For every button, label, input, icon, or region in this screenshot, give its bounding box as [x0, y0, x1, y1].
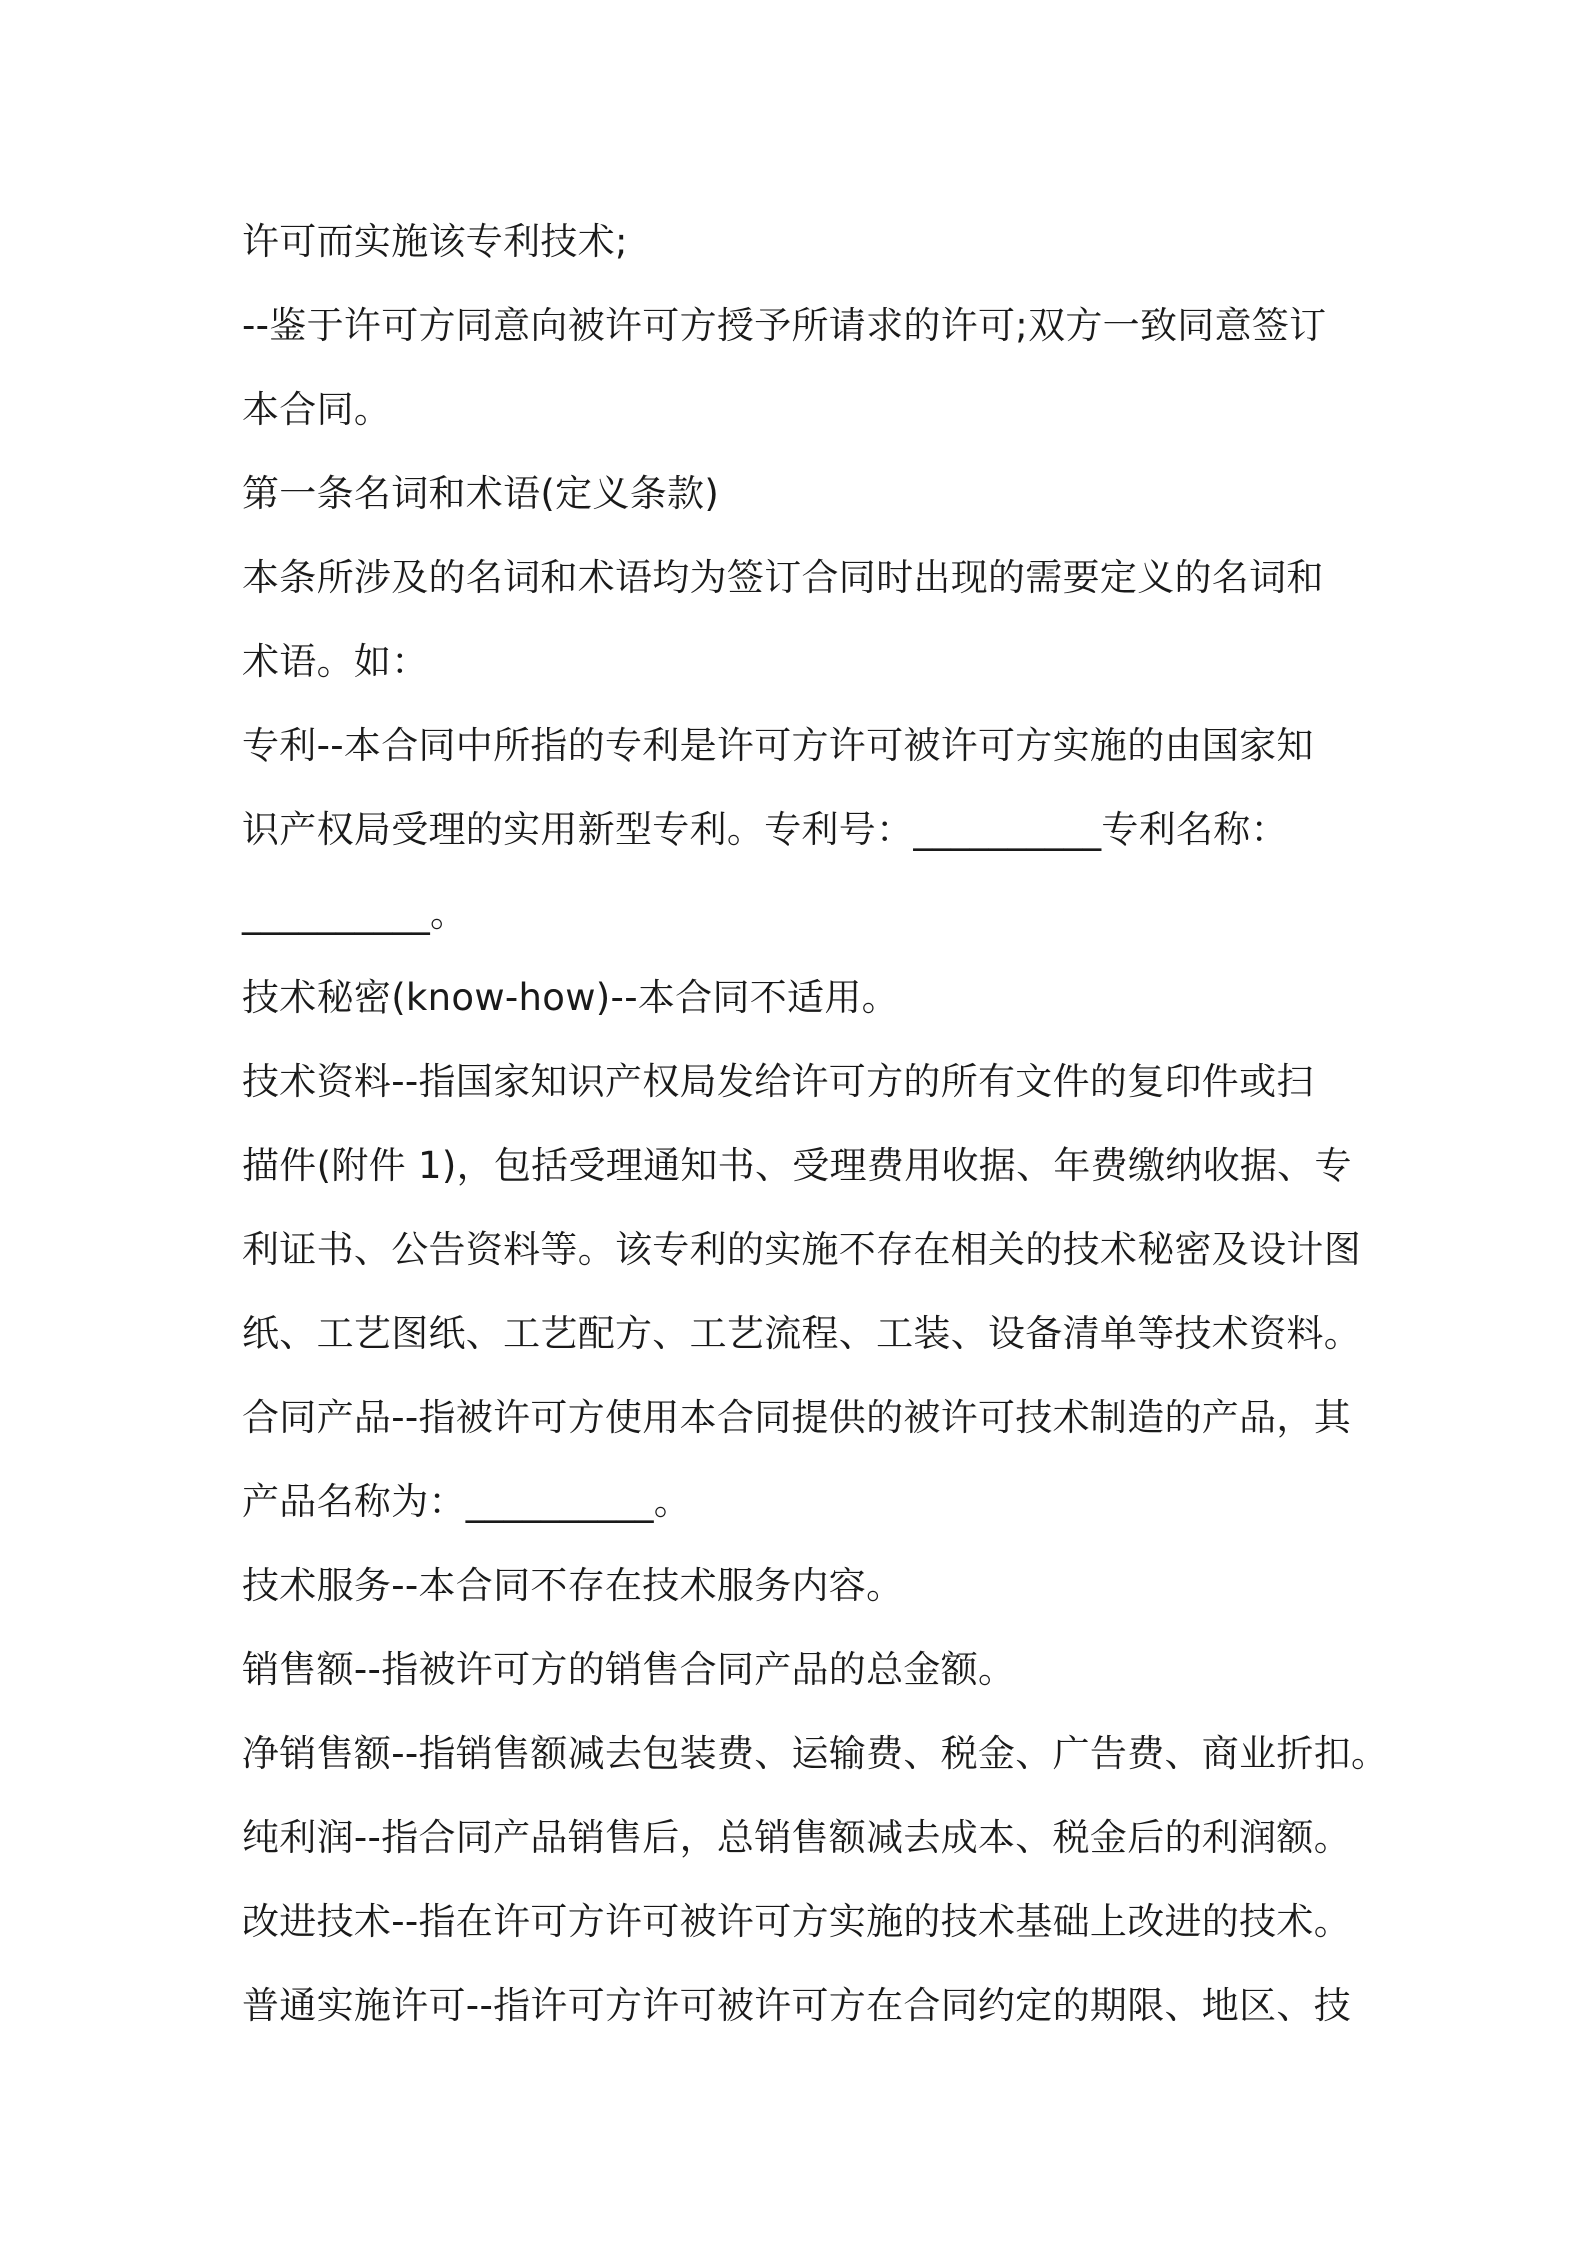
text-line: __________。: [242, 892, 468, 935]
text-line: 普通实施许可--指许可方许可被许可方在合同约定的期限、地区、技: [242, 1984, 1351, 2027]
section-heading: 第一条名词和术语(定义条款): [242, 472, 720, 515]
text-line: 本合同。: [242, 388, 392, 431]
text-line: 合同产品--指被许可方使用本合同提供的被许可技术制造的产品，其: [242, 1396, 1351, 1439]
text-line: 描件(附件 1)，包括受理通知书、受理费用收据、年费缴纳收据、专: [242, 1144, 1352, 1187]
text-line: 术语。如：: [242, 640, 429, 683]
text-line: 技术秘密(know-how)--本合同不适用。: [242, 976, 899, 1019]
text-line: 利证书、公告资料等。该专利的实施不存在相关的技术秘密及设计图: [242, 1228, 1361, 1271]
text-line: 净销售额--指销售额减去包装费、运输费、税金、广告费、商业折扣。: [242, 1732, 1389, 1775]
text-line: 技术资料--指国家知识产权局发给许可方的所有文件的复印件或扫: [242, 1060, 1314, 1103]
text-line: 专利--本合同中所指的专利是许可方许可被许可方实施的由国家知: [242, 724, 1314, 767]
document-body: [242, 200, 1389, 2048]
text-line: 销售额--指被许可方的销售合同产品的总金额。: [242, 1648, 1016, 1691]
text-line: 改进技术--指在许可方许可被许可方实施的技术基础上改进的技术。: [242, 1900, 1351, 1943]
text-line: 技术服务--本合同不存在技术服务内容。: [242, 1564, 904, 1607]
text-line: 本条所涉及的名词和术语均为签订合同时出现的需要定义的名词和: [242, 556, 1324, 599]
text-line: 产品名称为：__________。: [242, 1480, 692, 1523]
text-line: 许可而实施该专利技术;: [242, 220, 628, 263]
text-line: --鉴于许可方同意向被许可方授予所请求的许可;双方一致同意签订: [242, 304, 1327, 347]
text-line: 纯利润--指合同产品销售后，总销售额减去成本、税金后的利润额。: [242, 1816, 1351, 1859]
text-line: 识产权局受理的实用新型专利。专利号：__________专利名称：: [242, 808, 1288, 851]
text-line: 纸、工艺图纸、工艺配方、工艺流程、工装、设备清单等技术资料。: [242, 1312, 1361, 1355]
